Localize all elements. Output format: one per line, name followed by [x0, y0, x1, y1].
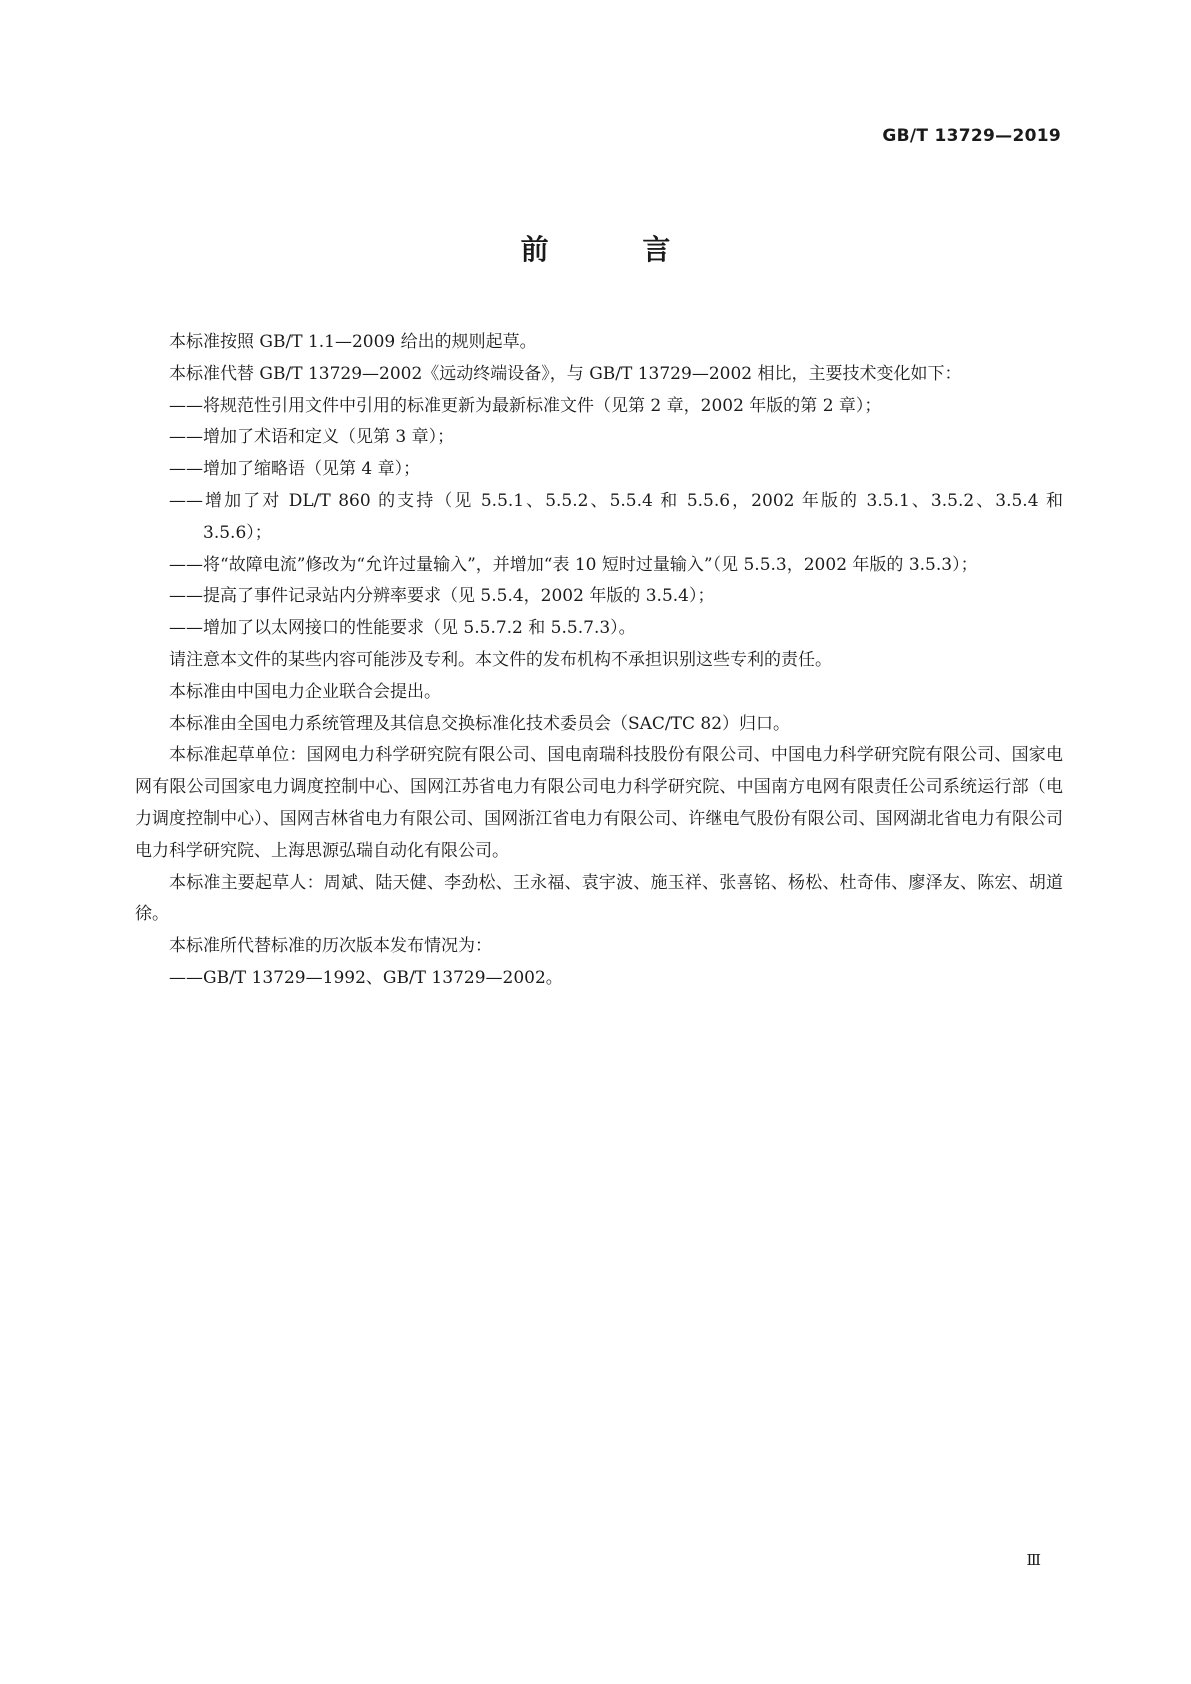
paragraph-replacement: 本标准代替 GB/T 13729—2002《远动终端设备》，与 GB/T 13729—2002 相比，主要技术变化如下：	[169, 363, 962, 384]
paragraph-history-intro: 本标准所代替标准的历次版本发布情况为：	[169, 936, 492, 957]
page-title: 前 言	[520, 233, 713, 266]
change-item: ——增加了以太网接口的性能要求（见 5.5.7.2 和 5.5.7.3）。	[169, 618, 636, 639]
change-item: ——增加了术语和定义（见第 3 章）；	[169, 427, 455, 448]
change-item: ——提高了事件记录站内分辨率要求（见 5.5.4，2002 年版的 3.5.4）；	[169, 586, 715, 607]
paragraph-drafters: 本标准主要起草人：周斌、陆天健、李劲松、王永福、袁宇波、施玉祥、张喜铭、杨松、杜奇伟、廖泽友、陈宏、胡道徐。	[135, 872, 1063, 925]
change-item: ——增加了缩略语（见第 4 章）；	[169, 459, 421, 480]
page-number: Ⅲ	[1026, 1551, 1041, 1569]
paragraph-drafting-rules: 本标准按照 GB/T 1.1—2009 给出的规则起草。	[169, 332, 537, 352]
paragraph-drafting-units: 本标准起草单位：国网电力科学研究院有限公司、国电南瑞科技股份有限公司、中国电力科学研究院有限公司、国家电网有限公司国家电力调度控制中心、国网江苏省电力有限公司电力科学研究院、中国南方电网有限责任公司系统运行部（电力调度控制中心）、国网吉林省电力有限公司、国网浙江省电力有限公司、许继电气股份有限公司、国网湖北省电力有限公司电力科学研究院、上海思源弘瑞自动化有限公司。	[135, 745, 1063, 861]
change-item: ——将“故障电流”修改为“允许过量输入”，并增加“表 10 短时过量输入”（见 5.5.3，2002 年版的 3.5.3）；	[169, 554, 978, 575]
foreword-body	[135, 327, 1063, 995]
paragraph-patent-note: 请注意本文件的某些内容可能涉及专利。本文件的发布机构不承担识别这些专利的责任。	[169, 649, 832, 670]
paragraph-committee: 本标准由全国电力系统管理及其信息交换标准化技术委员会（SAC/TC 82）归口。	[169, 713, 791, 734]
paragraph-proposer: 本标准由中国电力企业联合会提出。	[169, 681, 441, 702]
history-item: ——GB/T 13729—1992、GB/T 13729—2002。	[169, 967, 563, 988]
standard-code: GB/T 13729—2019	[882, 126, 1061, 146]
change-item: ——将规范性引用文件中引用的标准更新为最新标准文件（见第 2 章，2002 年版的第 2 章）；	[169, 395, 882, 416]
change-item: ——增加了对 DL/T 860 的支持（见 5.5.1、5.5.2、5.5.4 和 5.5.6，2002 年版的 3.5.1、3.5.2、3.5.4 和 3.5.6）；	[169, 490, 1063, 543]
